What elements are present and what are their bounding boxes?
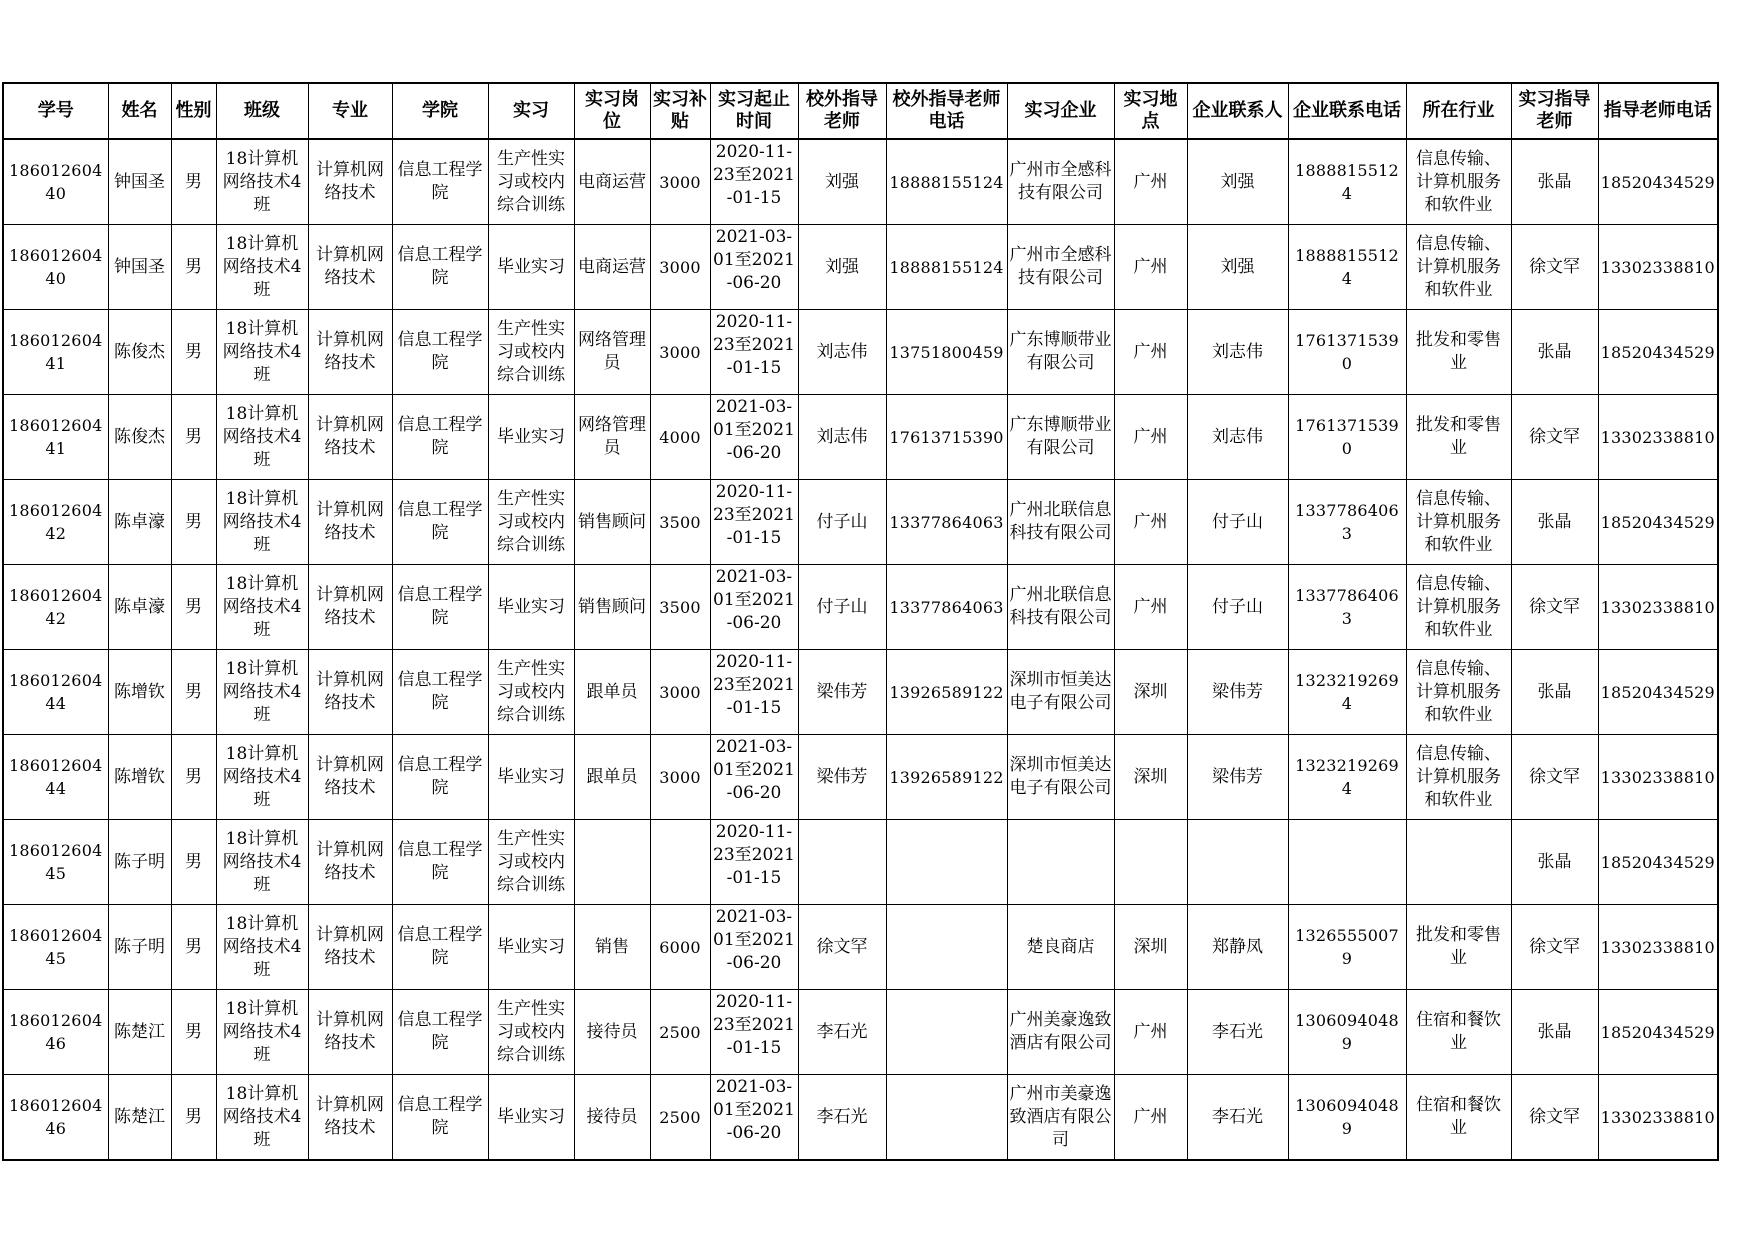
cell-company-contact: 刘志伟 — [1187, 395, 1288, 480]
cell-external-mentor: 梁伟芳 — [798, 735, 886, 820]
cell-external-mentor-phone — [886, 1075, 1007, 1161]
cell-name: 钟国圣 — [108, 139, 171, 225]
cell-company: 广州市全感科技有限公司 — [1007, 225, 1114, 310]
cell-company — [1007, 820, 1114, 905]
cell-period — [710, 395, 798, 480]
cell-location: 广州 — [1114, 1075, 1187, 1161]
cell-location: 深圳 — [1114, 905, 1187, 990]
cell-company-phone: 13377864063 — [1288, 480, 1406, 565]
cell-mentor-phone: 13302338810 — [1598, 905, 1718, 990]
cell-internship-type: 生产性实习或校内综合训练 — [488, 310, 574, 395]
cell-external-mentor: 李石光 — [798, 1075, 886, 1161]
cell-name: 陈楚江 — [108, 990, 171, 1075]
cell-college: 信息工程学院 — [392, 650, 488, 735]
cell-subsidy: 3000 — [650, 139, 710, 225]
cell-student-id: 18601260446 — [3, 990, 108, 1075]
cell-external-mentor-phone: 13751800459 — [886, 310, 1007, 395]
cell-position: 接待员 — [574, 990, 650, 1075]
cell-company-contact: 梁伟芳 — [1187, 735, 1288, 820]
header-period: 实习起止时间 — [710, 83, 798, 139]
cell-college: 信息工程学院 — [392, 395, 488, 480]
cell-class: 18计算机网络技术4班 — [216, 650, 308, 735]
cell-mentor: 徐文罕 — [1511, 735, 1598, 820]
header-company-contact: 企业联系人 — [1187, 83, 1288, 139]
cell-position: 网络管理员 — [574, 310, 650, 395]
cell-mentor-phone: 18520434529 — [1598, 990, 1718, 1075]
cell-gender: 男 — [171, 565, 216, 650]
cell-internship-type: 毕业实习 — [488, 905, 574, 990]
cell-college: 信息工程学院 — [392, 820, 488, 905]
cell-mentor-phone: 18520434529 — [1598, 139, 1718, 225]
cell-period — [710, 820, 798, 905]
cell-subsidy: 4000 — [650, 395, 710, 480]
cell-student-id: 18601260440 — [3, 139, 108, 225]
cell-gender: 男 — [171, 395, 216, 480]
cell-internship-type: 毕业实习 — [488, 735, 574, 820]
cell-college: 信息工程学院 — [392, 905, 488, 990]
cell-company-phone: 13060940489 — [1288, 990, 1406, 1075]
cell-class: 18计算机网络技术4班 — [216, 310, 308, 395]
header-external-mentor: 校外指导老师 — [798, 83, 886, 139]
cell-gender: 男 — [171, 1075, 216, 1161]
cell-major: 计算机网络技术 — [308, 225, 392, 310]
cell-company: 广州北联信息科技有限公司 — [1007, 480, 1114, 565]
cell-college: 信息工程学院 — [392, 225, 488, 310]
cell-location: 广州 — [1114, 990, 1187, 1075]
cell-subsidy: 6000 — [650, 905, 710, 990]
cell-name: 陈子明 — [108, 820, 171, 905]
period-text: 2021-03-01至2021-06-20 — [713, 1077, 795, 1143]
cell-position: 电商运营 — [574, 139, 650, 225]
cell-industry: 信息传输、计算机服务和软件业 — [1406, 650, 1511, 735]
cell-major: 计算机网络技术 — [308, 139, 392, 225]
cell-company-contact: 梁伟芳 — [1187, 650, 1288, 735]
cell-student-id: 18601260441 — [3, 395, 108, 480]
cell-student-id: 18601260445 — [3, 820, 108, 905]
cell-major: 计算机网络技术 — [308, 735, 392, 820]
cell-college: 信息工程学院 — [392, 480, 488, 565]
header-class: 班级 — [216, 83, 308, 139]
cell-name: 陈卓濠 — [108, 565, 171, 650]
cell-location: 广州 — [1114, 310, 1187, 395]
header-major: 专业 — [308, 83, 392, 139]
cell-college: 信息工程学院 — [392, 735, 488, 820]
cell-external-mentor: 刘强 — [798, 139, 886, 225]
cell-student-id: 18601260446 — [3, 1075, 108, 1161]
cell-industry: 住宿和餐饮业 — [1406, 990, 1511, 1075]
cell-company: 深圳市恒美达电子有限公司 — [1007, 650, 1114, 735]
cell-location: 广州 — [1114, 565, 1187, 650]
header-position: 实习岗位 — [574, 83, 650, 139]
table-row — [3, 905, 1718, 990]
cell-subsidy: 3000 — [650, 310, 710, 395]
table-row — [3, 565, 1718, 650]
cell-major: 计算机网络技术 — [308, 310, 392, 395]
cell-class: 18计算机网络技术4班 — [216, 480, 308, 565]
cell-internship-type: 生产性实习或校内综合训练 — [488, 650, 574, 735]
cell-position: 跟单员 — [574, 650, 650, 735]
cell-mentor: 徐文罕 — [1511, 395, 1598, 480]
cell-industry: 住宿和餐饮业 — [1406, 1075, 1511, 1161]
cell-period — [710, 225, 798, 310]
cell-industry: 信息传输、计算机服务和软件业 — [1406, 480, 1511, 565]
header-college: 学院 — [392, 83, 488, 139]
cell-internship-type: 生产性实习或校内综合训练 — [488, 480, 574, 565]
period-text: 2020-11-23至2021-01-15 — [713, 822, 795, 888]
cell-class: 18计算机网络技术4班 — [216, 225, 308, 310]
cell-mentor: 张晶 — [1511, 990, 1598, 1075]
table-header — [3, 83, 1718, 139]
cell-mentor-phone: 13302338810 — [1598, 225, 1718, 310]
cell-position: 销售 — [574, 905, 650, 990]
cell-external-mentor: 徐文罕 — [798, 905, 886, 990]
cell-period — [710, 990, 798, 1075]
period-text: 2020-11-23至2021-01-15 — [713, 482, 795, 548]
cell-class: 18计算机网络技术4班 — [216, 1075, 308, 1161]
cell-industry: 批发和零售业 — [1406, 395, 1511, 480]
cell-class: 18计算机网络技术4班 — [216, 905, 308, 990]
cell-external-mentor-phone — [886, 990, 1007, 1075]
cell-company-contact: 郑静凤 — [1187, 905, 1288, 990]
table-row — [3, 990, 1718, 1075]
cell-mentor-phone: 18520434529 — [1598, 650, 1718, 735]
cell-location: 广州 — [1114, 225, 1187, 310]
cell-industry: 信息传输、计算机服务和软件业 — [1406, 139, 1511, 225]
cell-internship-type: 生产性实习或校内综合训练 — [488, 990, 574, 1075]
cell-position: 销售顾问 — [574, 480, 650, 565]
cell-company: 广州美豪逸致酒店有限公司 — [1007, 990, 1114, 1075]
cell-external-mentor: 刘志伟 — [798, 310, 886, 395]
header-company: 实习企业 — [1007, 83, 1114, 139]
cell-company-phone: 13232192694 — [1288, 735, 1406, 820]
cell-class: 18计算机网络技术4班 — [216, 990, 308, 1075]
cell-location: 广州 — [1114, 139, 1187, 225]
cell-name: 陈卓濠 — [108, 480, 171, 565]
cell-location — [1114, 820, 1187, 905]
cell-mentor-phone: 13302338810 — [1598, 565, 1718, 650]
cell-period — [710, 310, 798, 395]
cell-college: 信息工程学院 — [392, 310, 488, 395]
cell-external-mentor-phone: 13377864063 — [886, 565, 1007, 650]
cell-external-mentor: 付子山 — [798, 480, 886, 565]
cell-college: 信息工程学院 — [392, 990, 488, 1075]
cell-company: 深圳市恒美达电子有限公司 — [1007, 735, 1114, 820]
table-row — [3, 395, 1718, 480]
cell-mentor: 徐文罕 — [1511, 1075, 1598, 1161]
table-row — [3, 139, 1718, 225]
cell-external-mentor-phone: 18888155124 — [886, 225, 1007, 310]
cell-company: 广东博顺带业有限公司 — [1007, 395, 1114, 480]
cell-external-mentor: 梁伟芳 — [798, 650, 886, 735]
cell-period — [710, 1075, 798, 1161]
cell-company-phone: 13232192694 — [1288, 650, 1406, 735]
cell-gender: 男 — [171, 139, 216, 225]
cell-company-phone: 13377864063 — [1288, 565, 1406, 650]
cell-industry — [1406, 820, 1511, 905]
cell-student-id: 18601260442 — [3, 480, 108, 565]
cell-company-phone: 18888155124 — [1288, 225, 1406, 310]
cell-major: 计算机网络技术 — [308, 395, 392, 480]
cell-company-phone — [1288, 820, 1406, 905]
cell-major: 计算机网络技术 — [308, 990, 392, 1075]
cell-mentor-phone: 13302338810 — [1598, 735, 1718, 820]
header-location: 实习地点 — [1114, 83, 1187, 139]
cell-mentor: 徐文罕 — [1511, 905, 1598, 990]
cell-period — [710, 905, 798, 990]
cell-internship-type: 毕业实习 — [488, 395, 574, 480]
header-industry: 所在行业 — [1406, 83, 1511, 139]
cell-internship-type: 生产性实习或校内综合训练 — [488, 139, 574, 225]
period-text: 2020-11-23至2021-01-15 — [713, 312, 795, 378]
cell-company-contact: 刘强 — [1187, 139, 1288, 225]
header-name: 姓名 — [108, 83, 171, 139]
cell-gender: 男 — [171, 650, 216, 735]
cell-class: 18计算机网络技术4班 — [216, 735, 308, 820]
cell-name: 陈俊杰 — [108, 310, 171, 395]
cell-mentor-phone: 18520434529 — [1598, 820, 1718, 905]
cell-internship-type: 毕业实习 — [488, 565, 574, 650]
period-text: 2020-11-23至2021-01-15 — [713, 142, 795, 208]
cell-company-phone: 13265550079 — [1288, 905, 1406, 990]
cell-name: 陈增钦 — [108, 650, 171, 735]
cell-external-mentor: 李石光 — [798, 990, 886, 1075]
cell-period — [710, 735, 798, 820]
cell-major: 计算机网络技术 — [308, 905, 392, 990]
cell-mentor: 张晶 — [1511, 650, 1598, 735]
cell-mentor: 徐文罕 — [1511, 565, 1598, 650]
cell-company-phone: 13060940489 — [1288, 1075, 1406, 1161]
cell-major: 计算机网络技术 — [308, 480, 392, 565]
cell-mentor-phone: 18520434529 — [1598, 310, 1718, 395]
cell-industry: 信息传输、计算机服务和软件业 — [1406, 225, 1511, 310]
cell-position: 网络管理员 — [574, 395, 650, 480]
cell-company: 广州北联信息科技有限公司 — [1007, 565, 1114, 650]
cell-external-mentor-phone: 13377864063 — [886, 480, 1007, 565]
header-external-mentor-phone: 校外指导老师电话 — [886, 83, 1007, 139]
table-row — [3, 310, 1718, 395]
header-gender: 性别 — [171, 83, 216, 139]
cell-mentor-phone: 13302338810 — [1598, 395, 1718, 480]
header-internship-type: 实习 — [488, 83, 574, 139]
period-text: 2020-11-23至2021-01-15 — [713, 652, 795, 718]
table-body — [3, 139, 1718, 1160]
cell-college: 信息工程学院 — [392, 139, 488, 225]
cell-major: 计算机网络技术 — [308, 650, 392, 735]
cell-industry: 批发和零售业 — [1406, 310, 1511, 395]
cell-company-contact: 李石光 — [1187, 990, 1288, 1075]
cell-student-id: 18601260445 — [3, 905, 108, 990]
period-text: 2021-03-01至2021-06-20 — [713, 567, 795, 633]
cell-subsidy: 2500 — [650, 990, 710, 1075]
cell-class: 18计算机网络技术4班 — [216, 565, 308, 650]
cell-college: 信息工程学院 — [392, 1075, 488, 1161]
internship-table — [2, 82, 1719, 1161]
cell-internship-type: 生产性实习或校内综合训练 — [488, 820, 574, 905]
cell-gender: 男 — [171, 310, 216, 395]
cell-name: 陈俊杰 — [108, 395, 171, 480]
cell-period — [710, 650, 798, 735]
cell-student-id: 18601260444 — [3, 650, 108, 735]
cell-external-mentor: 付子山 — [798, 565, 886, 650]
header-mentor: 实习指导老师 — [1511, 83, 1598, 139]
header-company-phone: 企业联系电话 — [1288, 83, 1406, 139]
cell-period — [710, 480, 798, 565]
cell-student-id: 18601260441 — [3, 310, 108, 395]
cell-internship-type: 毕业实习 — [488, 1075, 574, 1161]
cell-company: 楚良商店 — [1007, 905, 1114, 990]
cell-mentor-phone: 18520434529 — [1598, 480, 1718, 565]
cell-gender: 男 — [171, 225, 216, 310]
table-row — [3, 225, 1718, 310]
cell-mentor: 张晶 — [1511, 139, 1598, 225]
cell-subsidy: 3000 — [650, 650, 710, 735]
cell-industry: 批发和零售业 — [1406, 905, 1511, 990]
cell-company-phone: 17613715390 — [1288, 310, 1406, 395]
cell-gender: 男 — [171, 820, 216, 905]
cell-subsidy: 3500 — [650, 565, 710, 650]
cell-location: 深圳 — [1114, 650, 1187, 735]
cell-class: 18计算机网络技术4班 — [216, 820, 308, 905]
table-row — [3, 480, 1718, 565]
period-text: 2021-03-01至2021-06-20 — [713, 907, 795, 973]
cell-external-mentor: 刘志伟 — [798, 395, 886, 480]
cell-major: 计算机网络技术 — [308, 1075, 392, 1161]
cell-period — [710, 565, 798, 650]
table-row — [3, 735, 1718, 820]
cell-external-mentor-phone: 17613715390 — [886, 395, 1007, 480]
period-text: 2021-03-01至2021-06-20 — [713, 397, 795, 463]
cell-external-mentor-phone — [886, 820, 1007, 905]
cell-subsidy: 3500 — [650, 480, 710, 565]
cell-class: 18计算机网络技术4班 — [216, 139, 308, 225]
cell-student-id: 18601260444 — [3, 735, 108, 820]
cell-external-mentor-phone: 13926589122 — [886, 650, 1007, 735]
cell-external-mentor: 刘强 — [798, 225, 886, 310]
cell-external-mentor-phone — [886, 905, 1007, 990]
cell-subsidy: 3000 — [650, 225, 710, 310]
cell-name: 陈楚江 — [108, 1075, 171, 1161]
header-row — [3, 83, 1718, 139]
header-subsidy: 实习补贴 — [650, 83, 710, 139]
cell-gender: 男 — [171, 480, 216, 565]
cell-gender: 男 — [171, 990, 216, 1075]
cell-company-contact — [1187, 820, 1288, 905]
header-student-id: 学号 — [3, 83, 108, 139]
cell-period — [710, 139, 798, 225]
cell-location: 广州 — [1114, 395, 1187, 480]
cell-gender: 男 — [171, 905, 216, 990]
cell-external-mentor-phone: 13926589122 — [886, 735, 1007, 820]
cell-mentor: 张晶 — [1511, 310, 1598, 395]
header-mentor-phone: 指导老师电话 — [1598, 83, 1718, 139]
cell-company-contact: 李石光 — [1187, 1075, 1288, 1161]
cell-location: 深圳 — [1114, 735, 1187, 820]
cell-external-mentor-phone: 18888155124 — [886, 139, 1007, 225]
cell-company-phone: 17613715390 — [1288, 395, 1406, 480]
cell-name: 陈子明 — [108, 905, 171, 990]
cell-mentor-phone: 13302338810 — [1598, 1075, 1718, 1161]
cell-position — [574, 820, 650, 905]
table-row — [3, 820, 1718, 905]
cell-company-contact: 刘强 — [1187, 225, 1288, 310]
cell-position: 跟单员 — [574, 735, 650, 820]
cell-gender: 男 — [171, 735, 216, 820]
cell-student-id: 18601260440 — [3, 225, 108, 310]
table-row — [3, 650, 1718, 735]
cell-college: 信息工程学院 — [392, 565, 488, 650]
cell-company-phone: 18888155124 — [1288, 139, 1406, 225]
cell-industry: 信息传输、计算机服务和软件业 — [1406, 735, 1511, 820]
cell-company-contact: 付子山 — [1187, 565, 1288, 650]
cell-name: 陈增钦 — [108, 735, 171, 820]
cell-subsidy: 2500 — [650, 1075, 710, 1161]
cell-name: 钟国圣 — [108, 225, 171, 310]
cell-company: 广州市美豪逸致酒店有限公司 — [1007, 1075, 1114, 1161]
cell-company-contact: 刘志伟 — [1187, 310, 1288, 395]
table-row — [3, 1075, 1718, 1161]
cell-external-mentor — [798, 820, 886, 905]
cell-position: 销售顾问 — [574, 565, 650, 650]
cell-mentor: 张晶 — [1511, 480, 1598, 565]
cell-mentor: 张晶 — [1511, 820, 1598, 905]
cell-major: 计算机网络技术 — [308, 820, 392, 905]
cell-mentor: 徐文罕 — [1511, 225, 1598, 310]
cell-location: 广州 — [1114, 480, 1187, 565]
cell-company: 广州市全感科技有限公司 — [1007, 139, 1114, 225]
cell-subsidy — [650, 820, 710, 905]
period-text: 2021-03-01至2021-06-20 — [713, 737, 795, 803]
cell-industry: 信息传输、计算机服务和软件业 — [1406, 565, 1511, 650]
cell-company: 广东博顺带业有限公司 — [1007, 310, 1114, 395]
cell-company-contact: 付子山 — [1187, 480, 1288, 565]
period-text: 2021-03-01至2021-06-20 — [713, 227, 795, 293]
cell-position: 电商运营 — [574, 225, 650, 310]
cell-class: 18计算机网络技术4班 — [216, 395, 308, 480]
cell-major: 计算机网络技术 — [308, 565, 392, 650]
cell-internship-type: 毕业实习 — [488, 225, 574, 310]
cell-student-id: 18601260442 — [3, 565, 108, 650]
cell-subsidy: 3000 — [650, 735, 710, 820]
period-text: 2020-11-23至2021-01-15 — [713, 992, 795, 1058]
cell-position: 接待员 — [574, 1075, 650, 1161]
